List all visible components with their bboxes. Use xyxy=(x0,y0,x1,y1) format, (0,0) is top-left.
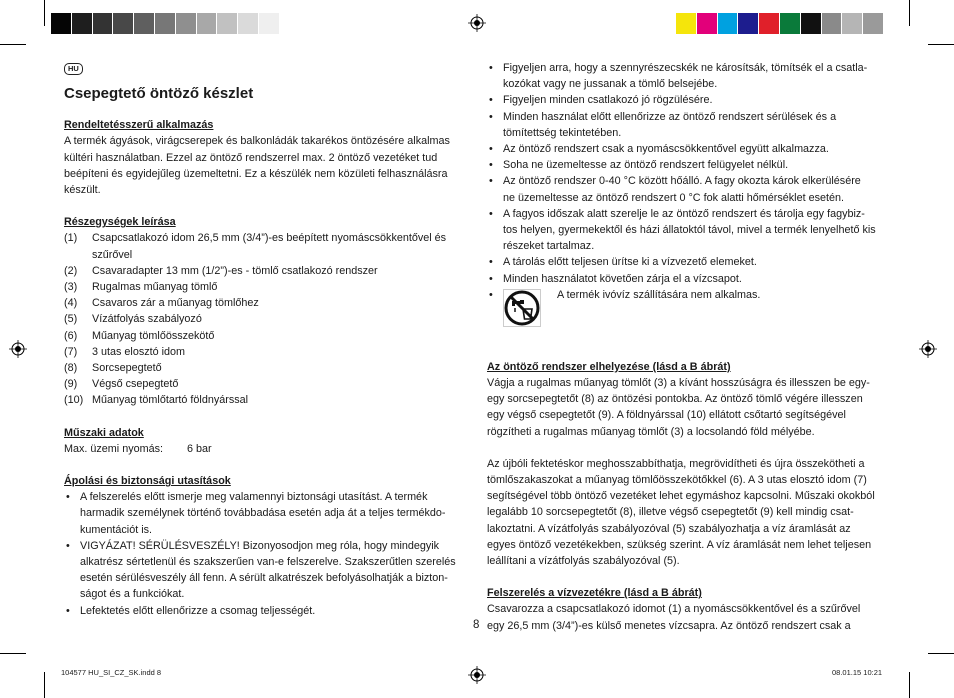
part-item xyxy=(64,263,467,279)
part-label xyxy=(92,360,162,376)
part-number: (10) xyxy=(64,394,84,407)
text-line: kumentációt is. xyxy=(80,523,153,536)
part-number: (9) xyxy=(64,378,78,391)
placement-section xyxy=(487,359,889,569)
part-number: (4) xyxy=(64,297,78,310)
text-line: egy sorcsepegtetőt (8) az öntözési pontokba. Az öntöző tömlő végére illesszen xyxy=(487,393,863,406)
installation-section xyxy=(487,585,889,634)
part-label xyxy=(92,392,248,408)
color-swatch xyxy=(822,13,843,34)
part-item xyxy=(64,376,467,392)
intended-use-heading: Rendeltetésszerű alkalmazás xyxy=(64,119,214,132)
text-line: leállítani a vízátfolyás szabályozóval (5). xyxy=(487,555,680,568)
color-swatch xyxy=(697,13,718,34)
safety-item xyxy=(487,141,889,157)
part-number: (6) xyxy=(64,329,78,342)
placement-heading: Az öntöző rendszer elhelyezése (lásd a B ábrát) xyxy=(487,360,731,373)
safety-heading: Ápolási és biztonsági utasítások xyxy=(64,475,231,488)
text-line: • A fagyos időszak alatt szerelje le az öntöző rendszert és tárolja egy fagybiz- xyxy=(503,207,865,220)
color-swatch xyxy=(197,13,218,34)
crop-mark-br-v xyxy=(909,672,910,698)
safety-item xyxy=(487,271,889,287)
crop-mark-br-h xyxy=(928,653,954,654)
crop-mark-bl-h xyxy=(0,653,26,654)
text-line: egyes öntöző vezetékekben, szükség szerint. A víz áramlását nem lehet teljesen xyxy=(487,538,872,551)
crop-mark-tl-h xyxy=(0,44,26,45)
color-swatch xyxy=(759,13,780,34)
icon-note-list xyxy=(487,287,889,327)
color-swatch xyxy=(259,13,280,34)
safety-item xyxy=(64,603,467,619)
color-swatch xyxy=(93,13,114,34)
color-swatch xyxy=(113,13,134,34)
specs-section xyxy=(64,425,467,457)
crop-mark-tr-v xyxy=(909,0,910,26)
left-column xyxy=(64,60,467,619)
color-swatch xyxy=(801,13,822,34)
part-label xyxy=(92,344,185,360)
installation-text xyxy=(487,601,889,633)
spec-key: Max. üzemi nyomás: xyxy=(64,442,164,455)
placement-paragraph-2 xyxy=(487,456,889,569)
page-title: Csepegtető öntöző készlet xyxy=(64,85,254,103)
grayscale-calibration-strip xyxy=(51,13,280,34)
text-line: • Lefektetés előtt ellenőrizze a csomag teljességét. xyxy=(80,604,316,617)
text-line: • A felszerelés előtt ismerje meg valamennyi biztonsági utasítást. A termék xyxy=(80,491,428,504)
text-line: Csavarozza a csapcsatlakozó idomot (1) a nyomáscsökkentővel és a szűrővel xyxy=(487,603,861,616)
safety-item xyxy=(64,538,467,603)
text-line: ságot és a funkciókat. xyxy=(80,588,185,601)
registration-mark-left-icon xyxy=(9,340,27,358)
color-swatch xyxy=(51,13,72,34)
text-line: szűrővel xyxy=(92,248,133,261)
part-label xyxy=(92,263,378,279)
text-line: ne üzemeltesse az öntöző rendszert 0 °C fok alatti hőmérséklet esetén. xyxy=(503,191,844,204)
icon-note-text: • A termék ivóvíz szállítására nem alkalmas. xyxy=(557,288,761,301)
placement-paragraph-1 xyxy=(487,375,889,440)
part-number: (1) xyxy=(64,232,78,245)
text-line: alkatrész sértetlenül és szakszerűen van-e felszerelve. Szakszerűtlen szerelés xyxy=(80,556,456,569)
crop-mark-tr-h xyxy=(928,44,954,45)
text-line: Vágja a rugalmas műanyag tömlőt (3) a kívánt hosszúságra és illesszen be egy- xyxy=(487,377,870,390)
part-item xyxy=(64,328,467,344)
part-number: (3) xyxy=(64,281,78,294)
color-calibration-strip xyxy=(676,13,884,34)
specs-heading: Műszaki adatok xyxy=(64,426,144,439)
text-line: Rugalmas műanyag tömlő xyxy=(92,281,218,294)
part-label xyxy=(92,230,446,262)
text-line: Az újbóli fektetéskor meghosszabbíthatja, megrövidítheti és újra összekötheti a xyxy=(487,457,865,470)
registration-mark-bottom-icon xyxy=(468,666,486,684)
text-line: harmadik személynek történő továbbadása esetén adja át a teljes termékdo- xyxy=(80,507,446,520)
part-label xyxy=(92,328,214,344)
part-label xyxy=(92,279,217,295)
color-swatch xyxy=(176,13,197,34)
text-line: • Figyeljen minden csatlakozó jó rögzülésére. xyxy=(503,94,713,107)
color-swatch xyxy=(134,13,155,34)
part-label xyxy=(92,311,202,327)
safety-item xyxy=(487,173,889,205)
text-line: tos helyen, gyermekektől és házi állatoktól távol, mivel a termék lenyelhető kis xyxy=(503,224,876,237)
text-line: 3 utas elosztó idom xyxy=(92,345,186,358)
text-line: legalább 10 sorcsepegtetőt (8), illetve végső csepegtetőt (9) kell mindig csat- xyxy=(487,506,854,519)
color-swatch xyxy=(72,13,93,34)
safety-item xyxy=(487,157,889,173)
part-label xyxy=(92,295,259,311)
text-line: Csapcsatlakozó idom 26,5 mm (3/4”)-es beépített nyomáscsökkentővel és xyxy=(92,232,447,245)
part-item xyxy=(64,344,467,360)
part-label xyxy=(92,376,178,392)
part-number: (8) xyxy=(64,362,78,375)
text-line: Csavaros zár a műanyag tömlőhez xyxy=(92,297,259,310)
text-line: egy végső csepegtetőt (9). A földnyárssal (10) ellátott csőtartó segítségével xyxy=(487,409,846,422)
color-swatch xyxy=(676,13,697,34)
safety-section xyxy=(64,473,467,619)
text-line: rögzítheti a rugalmas műanyag tömlőt (3) a locsolandó föld mélyébe. xyxy=(487,425,815,438)
safety-item xyxy=(487,254,889,270)
page-number: 8 xyxy=(473,619,480,631)
spec-value: 6 bar xyxy=(187,442,212,455)
text-line: tömlőszakaszokat a műanyag tömlőösszekötőkkel (6). A 3 utas elosztó idom (7) xyxy=(487,474,867,487)
text-line: részeket tartalmaz. xyxy=(503,240,595,253)
part-item xyxy=(64,295,467,311)
text-line: • A tárolás előtt teljesen ürítse ki a vízvezető elemeket. xyxy=(503,256,757,269)
part-number: (5) xyxy=(64,313,78,326)
warning-label: VIGYÁZAT! SÉRÜLÉSVESZÉLY! xyxy=(80,539,240,552)
color-swatch xyxy=(217,13,238,34)
safety-list-left xyxy=(64,489,467,619)
safety-item xyxy=(487,206,889,255)
part-item xyxy=(64,311,467,327)
part-item xyxy=(64,360,467,376)
color-swatch xyxy=(718,13,739,34)
text-line: • Minden használatot követően zárja el a vízcsapot. xyxy=(503,272,742,285)
text-line: tömítettség tekintetében. xyxy=(503,126,622,139)
intended-use-text xyxy=(64,133,467,198)
right-column xyxy=(487,60,889,634)
crop-mark-tl-v xyxy=(44,0,45,26)
safety-item xyxy=(487,60,889,92)
safety-item xyxy=(487,92,889,108)
text-line: lakoztatni. A vízátfolyás szabályozóval (5) szabályozhatja a víz áramlását az xyxy=(487,522,851,535)
text-line: Műanyag tömlőösszekötő xyxy=(92,329,215,342)
language-badge: HU xyxy=(64,63,83,75)
text-line: beépíteni és egyidejűleg üzemeltetni. Ez a készülék nem közületi felhasználásra xyxy=(64,167,448,180)
part-number: (2) xyxy=(64,264,78,277)
text-line: kozókat vagy ne jussanak a tömlő belsejébe. xyxy=(503,78,718,91)
registration-mark-right-icon xyxy=(919,340,937,358)
footer-file: 104577 HU_SI_CZ_SK.indd 8 xyxy=(61,668,162,677)
safety-item xyxy=(64,489,467,538)
color-swatch xyxy=(842,13,863,34)
text-line: egy 26,5 mm (3/4”)-es külső menetes vízcsapra. Az öntöző rendszert csak a xyxy=(487,619,851,632)
intended-use-section xyxy=(64,117,467,198)
text-line: készült. xyxy=(64,184,101,197)
text-line: kültéri használatban. Ezzel az öntöző rendszerrel max. 2 öntöző vezetéket tud xyxy=(64,151,438,164)
text-line: • VIGYÁZAT! SÉRÜLÉSVESZÉLY! Bizonyosodjon meg róla, hogy mindegyik xyxy=(80,539,440,552)
text-line: Vízátfolyás szabályozó xyxy=(92,313,202,326)
color-swatch xyxy=(155,13,176,34)
safety-item xyxy=(487,109,889,141)
safety-list-right xyxy=(487,60,889,287)
footer-date: 08.01.15 10:21 xyxy=(832,668,883,677)
parts-heading: Részegységek leírása xyxy=(64,216,176,229)
text-line: • Soha ne üzemeltesse az öntöző rendszert felügyelet nélkül. xyxy=(503,159,789,172)
text-line: • Az öntöző rendszer 0-40 °C között hőálló. A fagy okozta károk elkerülésére xyxy=(503,175,861,188)
text-line: • Az öntöző rendszert csak a nyomáscsökkentővel együtt alkalmazza. xyxy=(503,143,829,156)
icon-note-item xyxy=(487,287,889,327)
text-line: segítségével több öntöző vezetéket lehet egymáshoz kapcsolni. Műszaki okokból xyxy=(487,490,875,503)
text-line: Végső csepegtető xyxy=(92,378,179,391)
text-line: Sorcsepegtető xyxy=(92,362,162,375)
no-drinking-water-icon xyxy=(503,289,541,327)
part-item xyxy=(64,279,467,295)
part-number: (7) xyxy=(64,345,78,358)
parts-section xyxy=(64,214,467,408)
color-swatch xyxy=(238,13,259,34)
part-item xyxy=(64,230,467,262)
color-swatch xyxy=(738,13,759,34)
installation-heading: Felszerelés a vízvezetékre (lásd a B ábrát) xyxy=(487,587,702,600)
text-line: Műanyag tömlőtartó földnyárssal xyxy=(92,394,249,407)
text-line: • Minden használat előtt ellenőrizze az öntöző rendszert sérülések és a xyxy=(503,110,837,123)
part-item xyxy=(64,392,467,408)
text-line: A termék ágyások, virágcserepek és balkonládák takarékos öntözésére alkalmas xyxy=(64,135,450,148)
text-line: • Figyeljen arra, hogy a szennyrészecskék ne károsítsák, tömítsék el a csatla- xyxy=(503,62,868,74)
color-swatch xyxy=(863,13,884,34)
color-swatch xyxy=(780,13,801,34)
text-line: esetén sérülésveszély áll fenn. A sérült alkatrészek befolyásolhatják a bizton- xyxy=(80,572,448,585)
spec-row xyxy=(64,441,467,457)
parts-list xyxy=(64,230,467,408)
crop-mark-bl-v xyxy=(44,672,45,698)
registration-mark-top-icon xyxy=(468,14,486,32)
text-line: Csavaradapter 13 mm (1/2”)-es - tömlő csatlakozó rendszer xyxy=(92,264,378,277)
